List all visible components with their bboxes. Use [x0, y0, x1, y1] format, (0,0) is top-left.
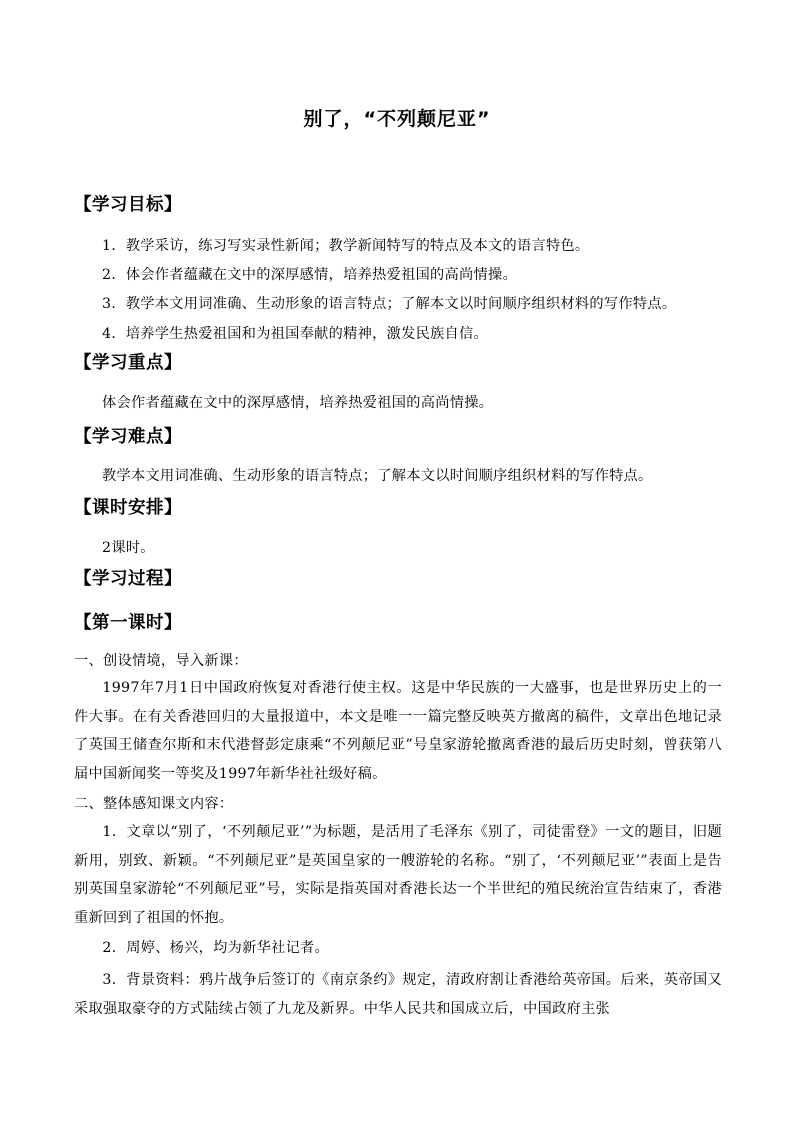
page-title: 别了，“不列颠尼亚”: [303, 108, 491, 130]
section-1-heading: 一、创设情境，导入新课：: [74, 653, 248, 669]
section-2-paragraph-1: 1．文章以“别了，‘不列颠尼亚’”为标题，是活用了毛泽东《别了，司徒雷登》一文的题目，旧题新用，别致、新颖。“不列颠尼亚”是英国皇家的一艘游轮的名称。“别了，‘不列颠尼亚’”表面上是告别英国皇家游轮“不列颠尼亚”号，实际是指英国对香港长达一个半世纪的殖民统治宣告结束了，香港重新回到了祖国的怀抱。: [74, 824, 722, 926]
heading-key-points: 【学习重点】: [74, 353, 182, 373]
heading-objectives: 【学习目标】: [74, 195, 182, 215]
section-2-paragraph-3: 3．背景资料：鸦片战争后签订的《南京条约》规定，清政府割让香港给英帝国。后来，英帝国又采取强取豪夺的方式陆续占领了九龙及新界。中华人民共和国成立后，中国政府主张: [74, 972, 722, 1017]
heading-difficulties: 【学习难点】: [74, 427, 182, 447]
heading-first-lesson: 【第一课时】: [74, 613, 182, 633]
schedule-text: 2课时。: [102, 540, 155, 556]
key-points-text: 体会作者蕴藏在文中的深厚感情，培养热爱祖国的高尚情操。: [102, 395, 494, 411]
difficulties-text: 教学本文用词准确、生动形象的语言特点；了解本文以时间顺序组织材料的写作特点。: [102, 468, 653, 484]
section-2-paragraph-2: 2．周婷、杨兴，均为新华社记者。: [102, 940, 330, 956]
section-1-paragraph: 1997年7月1日中国政府恢复对香港行使主权。这是中华民族的一大盛事，也是世界历史上的一件大事。在有关香港回归的大量报道中，本文是唯一一篇完整反映英方撤离的稿件，文章出色地记录了英国王储查尔斯和末代港督彭定康乘“不列颠尼亚”号皇家游轮撤离香港的最后历史时刻，曾获第八届中国新闻奖一等奖及1997年新华社社级好稿。: [74, 680, 722, 782]
objective-item-3: 3．教学本文用词准确、生动形象的语言特点；了解本文以时间顺序组织材料的写作特点。: [102, 296, 677, 312]
objective-item-4: 4．培养学生热爱祖国和为祖国奉献的精神，激发民族自信。: [102, 326, 489, 342]
objective-item-2: 2．体会作者蕴藏在文中的深厚感情，培养热爱祖国的高尚情操。: [102, 267, 517, 283]
section-2-heading: 二、整体感知课文内容：: [74, 796, 234, 812]
heading-process: 【学习过程】: [74, 569, 182, 589]
objective-item-1: 1．教学采访，练习写实录性新闻；教学新闻特写的特点及本文的语言特色。: [102, 238, 590, 254]
heading-schedule: 【课时安排】: [74, 498, 182, 518]
